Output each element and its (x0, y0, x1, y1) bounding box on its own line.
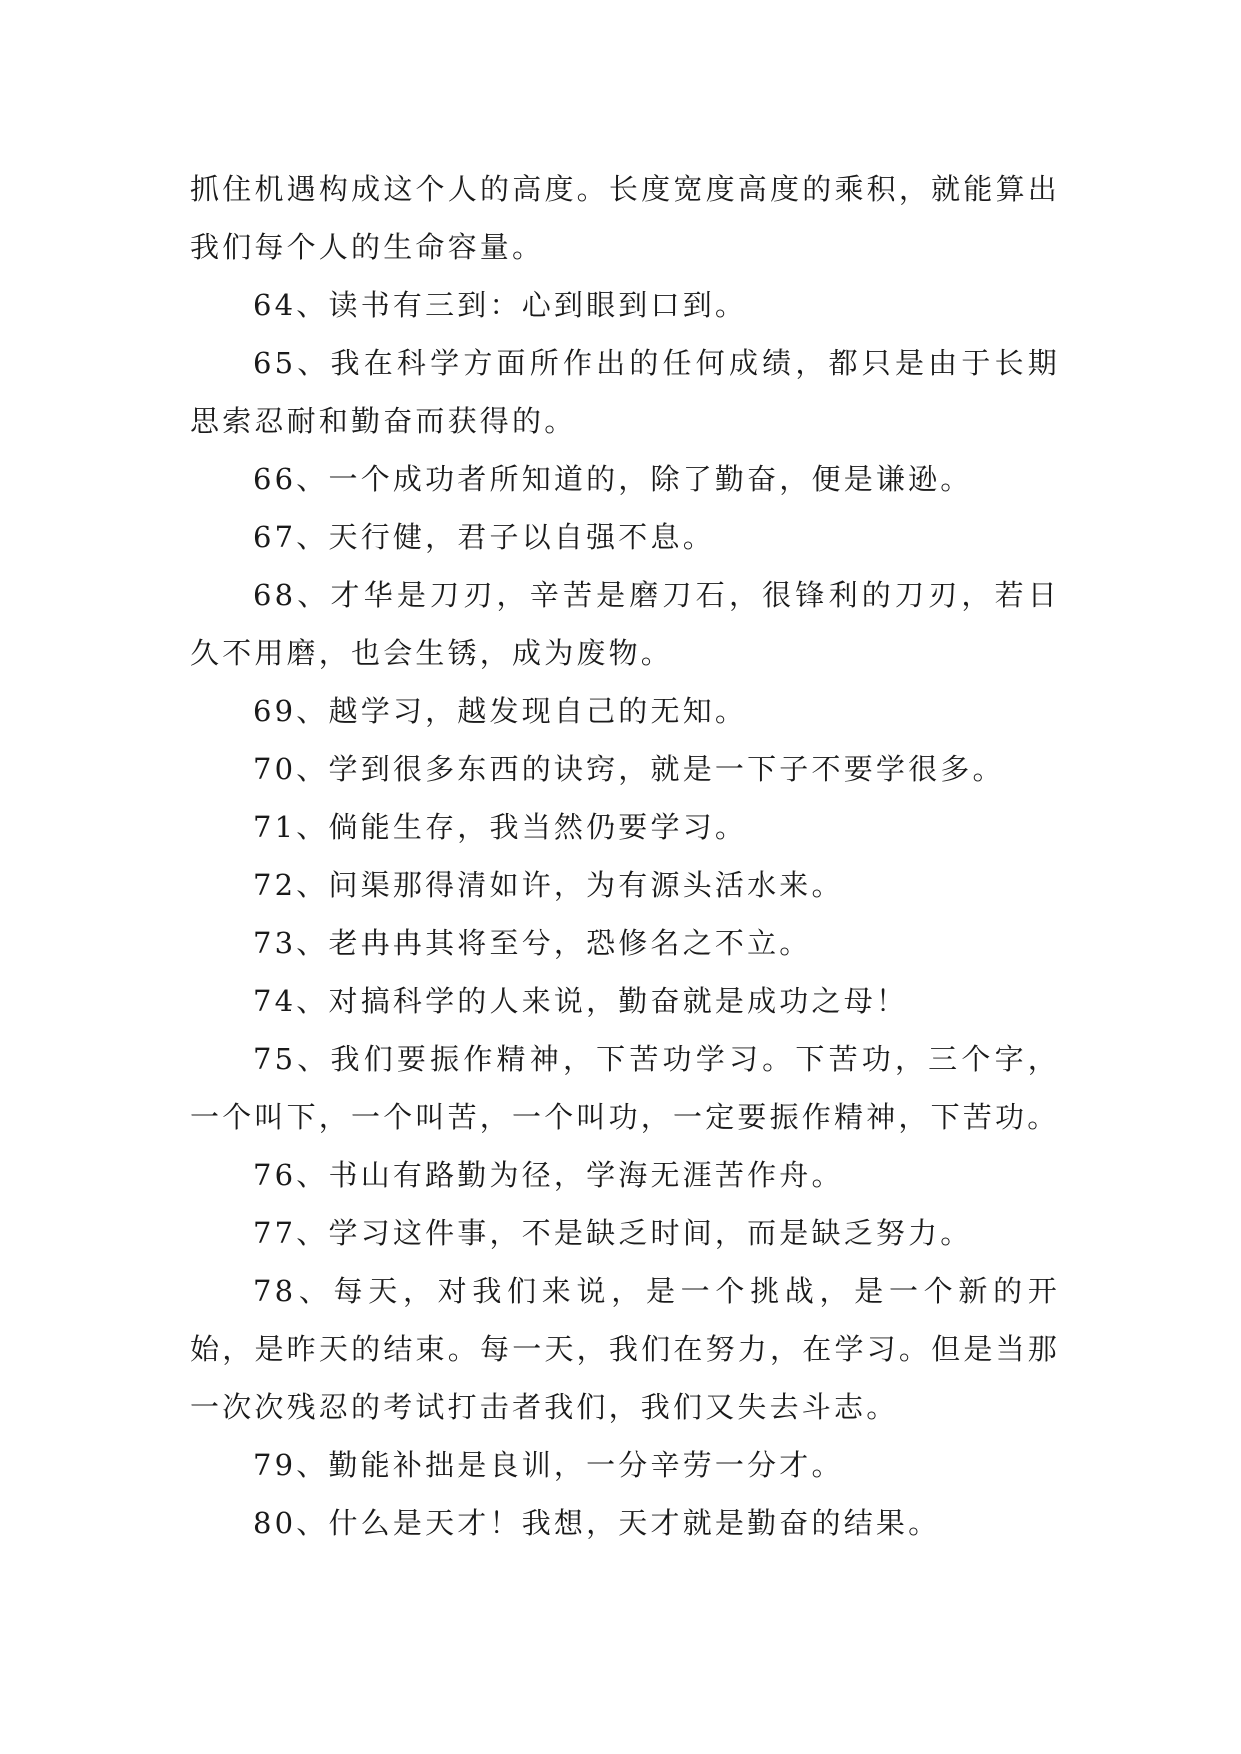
paragraph-78: 78、每天，对我们来说，是一个挑战，是一个新的开始，是昨天的结束。每一天，我们在努力，在学习。但是当那一次次残忍的考试打击者我们，我们又失去斗志。 (190, 1274, 1060, 1424)
paragraph-73: 73、老冉冉其将至兮，恐修名之不立。 (253, 926, 812, 960)
paragraph-64: 64、读书有三到：心到眼到口到。 (253, 288, 748, 322)
paragraph-75: 75、我们要振作精神，下苦功学习。下苦功，三个字，一个叫下，一个叫苦，一个叫功，一定要振作精神，下苦功。 (190, 1042, 1060, 1134)
paragraph-71: 71、倘能生存，我当然仍要学习。 (253, 810, 748, 844)
paragraph-67: 67、天行健，君子以自强不息。 (253, 520, 715, 554)
paragraph-76: 76、书山有路勤为径，学海无涯苦作舟。 (253, 1158, 844, 1192)
paragraph-0: 抓住机遇构成这个人的高度。长度宽度高度的乘积，就能算出我们每个人的生命容量。 (190, 172, 1060, 264)
paragraph-66: 66、一个成功者所知道的，除了勤奋，便是谦逊。 (253, 462, 973, 496)
paragraph-69: 69、越学习，越发现自己的无知。 (253, 694, 748, 728)
paragraph-65: 65、我在科学方面所作出的任何成绩，都只是由于长期思索忍耐和勤奋而获得的。 (190, 346, 1060, 438)
document-body (190, 160, 1060, 1552)
paragraph-80: 80、什么是天才！我想，天才就是勤奋的结果。 (253, 1506, 941, 1540)
paragraph-79: 79、勤能补拙是良训，一分辛劳一分才。 (253, 1448, 844, 1482)
paragraph-70: 70、学到很多东西的诀窍，就是一下子不要学很多。 (253, 752, 1005, 786)
paragraph-68: 68、才华是刀刃，辛苦是磨刀石，很锋利的刀刃，若日久不用磨，也会生锈，成为废物。 (190, 578, 1060, 670)
paragraph-77: 77、学习这件事，不是缺乏时间，而是缺乏努力。 (253, 1216, 973, 1250)
paragraph-74: 74、对搞科学的人来说，勤奋就是成功之母！ (253, 984, 909, 1018)
paragraph-72: 72、问渠那得清如许，为有源头活水来。 (253, 868, 844, 902)
